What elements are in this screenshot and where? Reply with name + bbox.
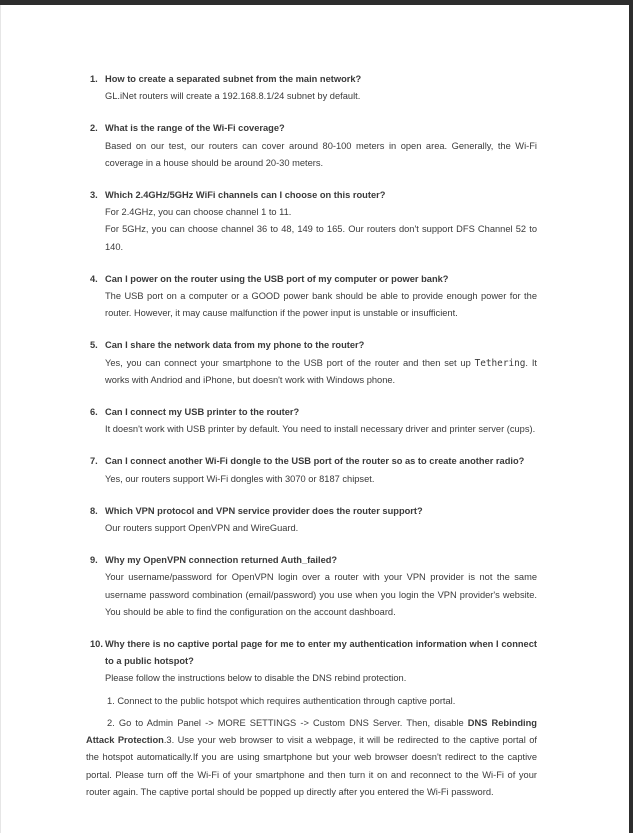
faq-item: [86, 404, 537, 438]
item-number: 9.: [90, 555, 98, 566]
answer-text-segment: For 5GHz, you can choose channel 36 to 48, 149 to 165. Our routers don't support DFS Channel 52 to 140.: [105, 224, 537, 252]
item-question: Which 2.4GHz/5GHz WiFi channels can I choose on this router?: [105, 190, 386, 201]
item-number: 10.: [90, 639, 103, 650]
item-answer: [105, 355, 537, 389]
answer-paragraph: [105, 221, 537, 255]
viewer-top-frame: [0, 0, 633, 5]
item-answer: [105, 88, 537, 105]
answer-paragraph: [86, 693, 537, 710]
item-number: 8.: [90, 505, 98, 516]
answer-paragraph: [105, 670, 537, 687]
item-content: [105, 187, 537, 256]
answer-text-segment: Please follow the instructions below to disable the DNS rebind protection.: [105, 673, 407, 684]
item-content: [105, 71, 537, 105]
answer-text-segment: 2. Go to Admin Panel -> MORE SETTINGS -> Custom DNS Server. Then, disable: [107, 717, 468, 728]
answer-text-segment: GL.iNet routers will create a 192.168.8.1/24 subnet by default.: [105, 91, 361, 102]
item-answer: [105, 569, 537, 621]
faq-item: [86, 503, 537, 537]
item-question: Can I connect my USB printer to the router?: [105, 407, 300, 418]
item-answer: [105, 421, 537, 438]
answer-paragraph: [105, 421, 537, 438]
faq-item: [86, 636, 537, 801]
answer-paragraph: [105, 204, 537, 221]
item-content: [105, 337, 537, 389]
faq-item: [86, 120, 537, 172]
item-question: Can I share the network data from my phone to the router?: [105, 340, 365, 351]
answer-text-segment: Your username/password for OpenVPN login over a router with your VPN provider is not the same username password combination (email/password) you use when you login the VPN provider's website. You should be able to find the configuration on the account dashboard.: [105, 572, 537, 617]
item-question: Which VPN protocol and VPN service provider does the router support?: [105, 505, 423, 516]
answer-paragraph: [105, 355, 537, 389]
viewer-right-frame: [629, 0, 633, 833]
item-question: How to create a separated subnet from the main network?: [105, 74, 362, 84]
item-question: Why there is no captive portal page for me to enter my authentication information when I connect to a public hotspot?: [105, 639, 537, 667]
answer-text-segment: DNS Rebinding Attack Protection: [86, 717, 537, 746]
item-number: 4.: [90, 273, 98, 284]
answer-paragraph: [86, 715, 537, 801]
answer-text-segment: Based on our test, our routers can cover around 80-100 meters in open area. Generally, the Wi-Fi coverage in a house should be around 20-30 meters.: [105, 140, 537, 168]
answer-paragraph: [105, 288, 537, 322]
item-answer: [105, 520, 537, 537]
faq-item: [86, 337, 537, 389]
answer-paragraph: [105, 88, 537, 105]
item-content: [105, 552, 537, 621]
answer-text-segment: Yes, our routers support Wi-Fi dongles with 3070 or 8187 chipset.: [105, 473, 375, 484]
item-number: 6.: [90, 407, 98, 418]
item-content: [105, 453, 537, 487]
answer-text-segment: . It works with Andriod and iPhone, but doesn't work with Windows phone.: [105, 357, 537, 385]
answer-text-segment: For 2.4GHz, you can choose channel 1 to 11.: [105, 207, 292, 218]
faq-item: [86, 552, 537, 621]
item-question: What is the range of the Wi-Fi coverage?: [105, 123, 285, 134]
item-number: 2.: [90, 123, 98, 134]
answer-paragraph: [105, 569, 537, 621]
answer-paragraph: [105, 471, 537, 488]
faq-item: [86, 187, 537, 256]
answer-paragraph: [105, 138, 537, 172]
answer-paragraph: [105, 520, 537, 537]
answer-text-segment: Yes, you can connect your smartphone to the USB port of the router and then set up: [105, 357, 475, 368]
item-answer: [86, 670, 537, 800]
page-left-edge: [0, 0, 1, 833]
item-answer: [105, 138, 537, 172]
faq-item: [86, 71, 537, 105]
item-number: 1.: [90, 74, 98, 84]
answer-text-segment: The USB port on a computer or a GOOD power bank should be able to provide enough power for the router. However, it may cause malfunction if the power input is unstable or insufficient.: [105, 291, 537, 319]
faq-item: [86, 453, 537, 487]
item-content: [105, 271, 537, 323]
item-question: Can I connect another Wi-Fi dongle to the USB port of the router so as to create another radio?: [105, 456, 525, 467]
item-question: Why my OpenVPN connection returned Auth_failed?: [105, 555, 338, 566]
item-number: 7.: [90, 456, 98, 467]
answer-text-segment: Our routers support OpenVPN and WireGuard.: [105, 523, 299, 534]
faq-item: [86, 271, 537, 323]
item-content: [105, 120, 537, 172]
item-answer: [105, 288, 537, 322]
item-answer: [105, 471, 537, 488]
answer-text-segment: 1. Connect to the public hotspot which requires authentication through captive portal.: [107, 695, 456, 706]
item-answer: [105, 204, 537, 256]
item-content: [105, 404, 537, 438]
item-content: [105, 503, 537, 537]
faq-list: [86, 71, 537, 816]
item-question: Can I power on the router using the USB port of my computer or power bank?: [105, 273, 449, 284]
item-number: 3.: [90, 190, 98, 201]
answer-text-segment: .3. Use your web browser to visit a webpage, it will be redirected to the captive portal of the hotspot automatically.If you are using smartphone but your web browser doesn't redirect to the captive portal. Please turn off the Wi-Fi of your smartphone and then turn it on and reconnect to the Wi-Fi of your router again. The captive portal should be popped up directly after you entered the Wi-Fi password.: [86, 735, 537, 797]
answer-text-segment: Tethering: [474, 357, 526, 369]
item-number: 5.: [90, 340, 98, 351]
answer-text-segment: It doesn't work with USB printer by default. You need to install necessary driver and printer server (cups).: [105, 424, 536, 435]
